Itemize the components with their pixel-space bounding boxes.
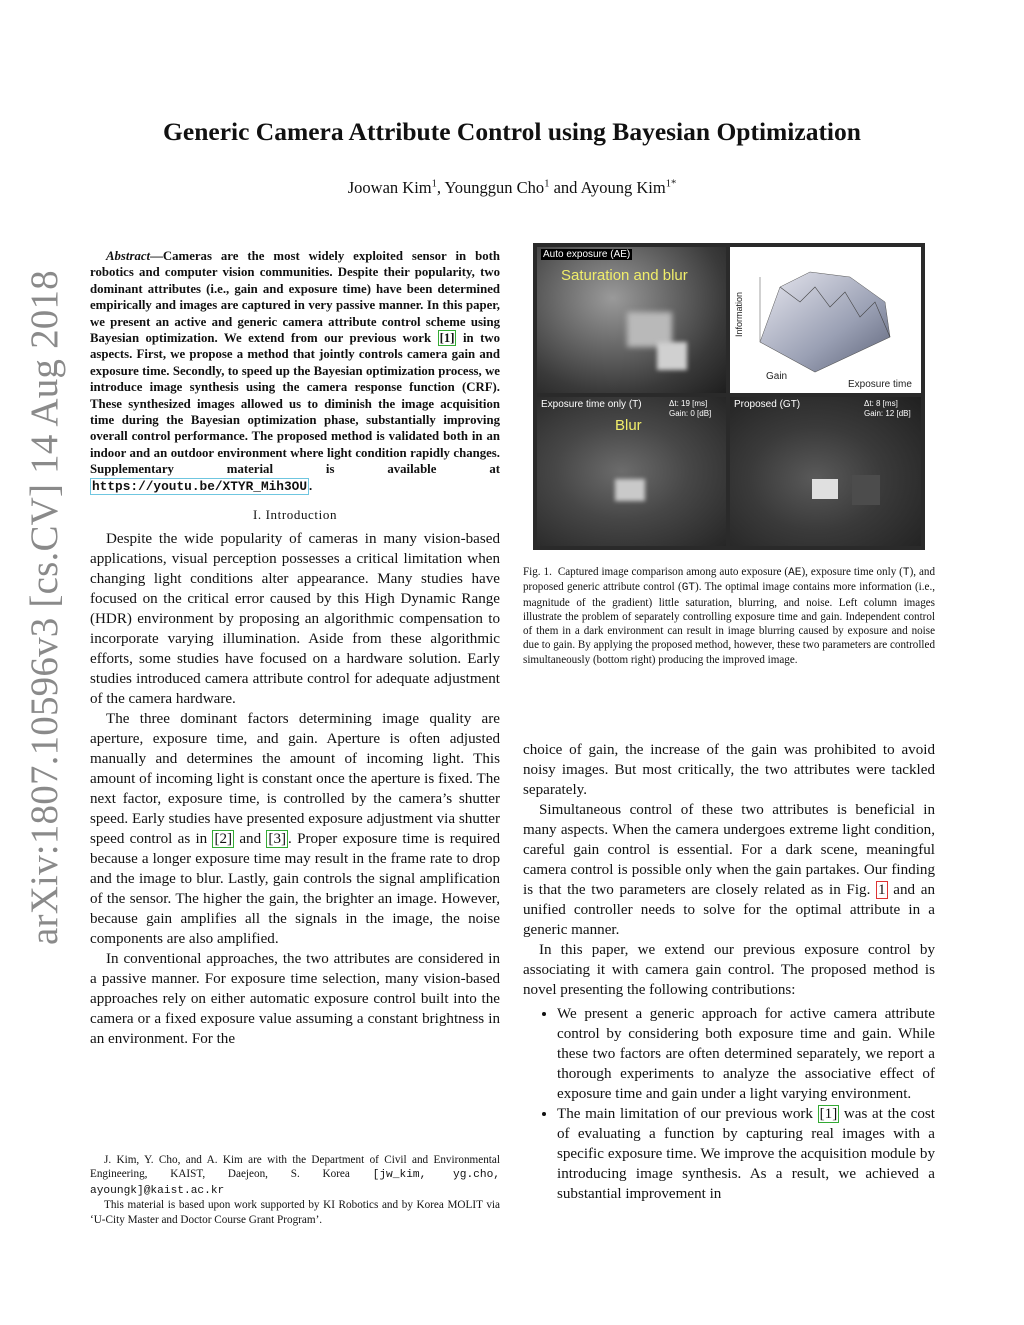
panel-info xyxy=(864,399,911,419)
abstract-text: Cameras are the most widely exploited sensor in both robotics and computer vision communities. Despite their popularity, two dominant attributes (i.e., gain and exposure time) have been determined empirically and images are captured in very passive manner. In this paper, we present an active and generic camera attribute control scheme using Bayesian optimization. We extend from our previous work xyxy=(90,249,500,346)
citation-link[interactable]: [1] xyxy=(439,331,455,346)
citation-link[interactable]: [2] xyxy=(214,831,233,848)
author-affiliation-mark: 1 xyxy=(431,178,437,190)
paper-title: Generic Camera Attribute Control using Bayesian Optimization xyxy=(163,117,861,146)
arxiv-stamp: arXiv:1807.10596v3 [cs.CV] 14 Aug 2018 xyxy=(23,270,66,945)
figure-panel-plot xyxy=(730,247,921,393)
plot-xlabel-exposure: Exposure time xyxy=(848,379,912,390)
surface-plot xyxy=(730,247,921,393)
caption-text: ), exposure time only ( xyxy=(801,566,903,578)
caption-text: Captured image comparison among auto exposure ( xyxy=(557,566,789,578)
abstract-end: . xyxy=(309,478,313,493)
author-name: Ayoung Kim xyxy=(580,178,666,197)
panel-info-text: Δt: 8 [ms] Gain: 12 [dB] xyxy=(864,399,911,418)
supplementary-url-link[interactable]: https://youtu.be/XTYR_Mih3OU xyxy=(92,478,308,494)
panel-label: Exposure time only (T) xyxy=(541,399,642,410)
plot-xlabel-gain: Gain xyxy=(766,371,788,382)
figure-panel-t xyxy=(537,397,726,546)
panel-label: Proposed (GT) xyxy=(734,399,801,410)
blurred-object xyxy=(657,342,687,370)
abstract-dash: — xyxy=(150,249,163,263)
caption-code: T xyxy=(902,567,910,579)
caption-label: Fig. 1. xyxy=(523,566,552,578)
panel-label: Auto exposure (AE) xyxy=(543,249,631,260)
contribution-item: • We present a generic approach for active camera attribute control by considering both exposure time and gain. While these two factors are often determined separately, we report a thorough experiments to analyze the associative effect of exposure time and gain under a light varying environment. xyxy=(557,1004,935,1104)
panel-annotation: Saturation and blur xyxy=(561,267,688,284)
caption-text: ). The optimal image contains more information (i.e., magnitude of the gradient) little saturation, blurring, and noise. Left column images illustrate the problem of separately controlling exposure time and gain. Independent control of them in a dark environment can result in image blurring caused by exposure and noise due to gain. By applying the proposed method, however, these two parameters are controlled simultaneously (bottom right) producing the improved image. xyxy=(523,581,935,666)
footnote-text: J. Kim, Y. Cho, and A. Kim are with the Department of Civil and Environmental Engineering, KAIST, Daejeon, S. Korea xyxy=(90,1154,500,1181)
paragraph-text: was at the cost of evaluating a function by capturing real images with a specific exposure time. We improve the acquisition module by introducing image synthesis. As a result, we achieved a substantial improvement in xyxy=(557,1106,935,1202)
figure-panel-gt xyxy=(730,397,921,546)
author-separator: , xyxy=(436,178,445,197)
section-heading-introduction: I. Introduction xyxy=(252,507,338,523)
figure-1 xyxy=(533,243,925,550)
object xyxy=(852,475,880,505)
paragraph-text: and an unified controller needs to solve for the optimal attribute in a generic manner. xyxy=(523,882,935,938)
panel-info-text: Δt: 19 [ms] Gain: 0 [dB] xyxy=(669,399,712,418)
footnote-funding: This material is based upon work supported by KI Robotics and by Korea MOLIT via ‘U-City Master and Doctor Course Grant Program’. xyxy=(90,1199,500,1226)
paragraph-text: Simultaneous control of these two attributes is beneficial in many aspects. When the camera undergoes extreme light condition, careful gain control is essential. For a dark scene, meaningful camera control is possible only when the gain partakes. Our finding is that the two parameters are closely related as in Fig. xyxy=(523,802,935,898)
caption-code: AE xyxy=(788,567,802,579)
panel-info xyxy=(669,399,711,419)
figure-panel-ae xyxy=(537,247,726,393)
abstract-lead: Abstract xyxy=(106,249,151,263)
citation-link[interactable]: [3] xyxy=(268,831,287,848)
intro-paragraph: In conventional approaches, the two attributes are considered in a passive manner. For exposure time selection, many vision-based approaches rely on either automatic exposure control built into the camera or a fixed exposure value assuming a constant brightness in an environment. For the xyxy=(90,951,500,1048)
caption-code: GT xyxy=(681,582,696,595)
body-paragraph: In this paper, we extend our previous exposure control by associating it with camera gain control. The proposed method is novel presenting the following contributions: xyxy=(523,942,935,998)
caption-text: ), and proposed generic attribute control ( xyxy=(523,566,935,594)
abstract-text: in two aspects. First, we propose a method that jointly controls camera gain and exposure time. Secondly, to speed up the Bayesian optimization process, we introduce image synthesis using the camera response function (CRF). These synthesized images allowed us to diminish the image acquisition time during the Bayesian optimization phase, substantially improving overall control performance. The proposed method is validated both in an indoor and an outdoor environment where light condition rapidly changes. Supplementary material is available at xyxy=(90,331,500,477)
blurred-object xyxy=(615,479,645,501)
footnote xyxy=(90,1153,500,1227)
author-name: Younggun Cho xyxy=(444,178,545,197)
object xyxy=(812,479,838,499)
plot-ylabel: Information xyxy=(734,291,744,337)
panel-annotation: Blur xyxy=(615,417,642,434)
figure-caption xyxy=(523,565,935,667)
paragraph-text: . Proper exposure time is required because a longer exposure time may result in the frame rate to drop and the image to blur. Lastly, gain controls the signal amplification of the sensor. The higher the gain, the brighter an image. However, because gain amplifies all the signals in the image, the noise components are also amplified. xyxy=(90,831,501,948)
contribution-item xyxy=(557,1104,935,1204)
figure-reference-link[interactable]: 1 xyxy=(878,882,886,898)
abstract xyxy=(90,248,500,495)
paragraph-text: and xyxy=(234,831,267,848)
author-separator: and xyxy=(549,178,581,197)
contribution-list xyxy=(523,1004,935,1204)
body-paragraph: choice of gain, the increase of the gain was prohibited to avoid noisy images. But most critically, the two attributes were tackled separately. xyxy=(523,742,935,798)
author-list xyxy=(0,178,1024,198)
body-paragraph xyxy=(523,800,935,940)
author-affiliation-mark: 1* xyxy=(665,178,677,190)
paragraph-text: The three dominant factors determining image quality are aperture, exposure time, and gain. Aperture is often adjusted manually and determines the amount of incoming light. This amount of incoming light is constant once the aperture is fixed. The next factor, exposure time, is controlled by the camera’s shutter speed. Early studies have presented exposure adjustment via shutter speed control as in xyxy=(90,711,500,848)
footnote-affiliation xyxy=(90,1153,500,1198)
citation-link[interactable]: [1] xyxy=(819,1106,838,1122)
right-column xyxy=(523,740,935,1204)
intro-paragraph xyxy=(90,709,500,949)
left-column xyxy=(90,248,500,1049)
paragraph-text: The main limitation of our previous work xyxy=(557,1106,818,1122)
author-name: Joowan Kim xyxy=(347,178,432,197)
author-affiliation-mark: 1 xyxy=(544,178,550,190)
footnote-emails: [jw_kim, yg.cho, ayoungk]@kaist.ac.kr xyxy=(90,1169,501,1197)
plot-surface xyxy=(760,272,890,372)
intro-paragraph: Despite the wide popularity of cameras in many vision-based applications, visual perception possesses a critical limitation when changing light conditions alter appearance. Many studies have focused on the critical error caused by this High Dynamic Range (HDR) environment by proposing an algorithmic compensation to incorporate varying illumination. Aside from these algorithmic efforts, some studies have focused on a hardware solution. Early studies introduced camera attribute control for adequate adjustment of the camera hardware. xyxy=(90,531,500,708)
